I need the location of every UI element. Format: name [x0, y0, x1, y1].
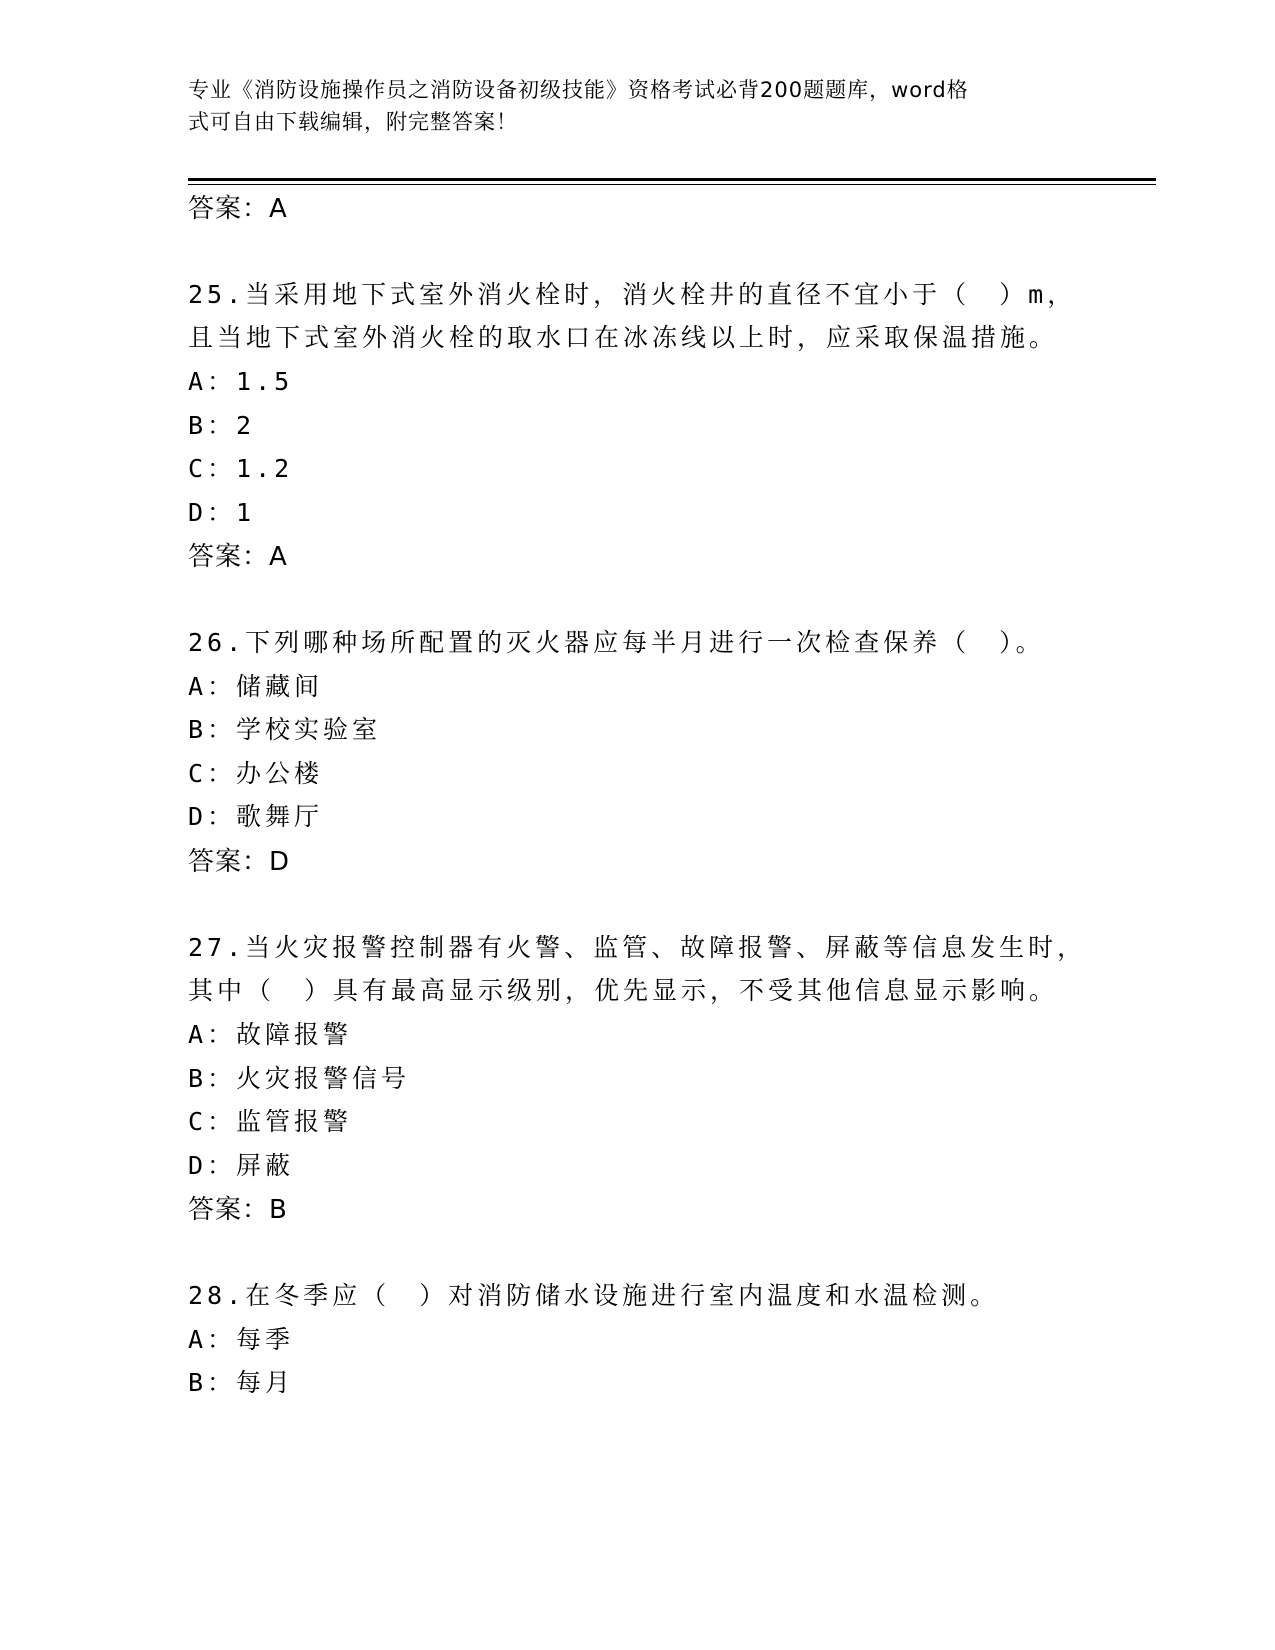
question-26-answer: 答案：D: [188, 847, 291, 877]
header-line-2: 式可自由下载编辑，附完整答案！: [188, 110, 518, 134]
document-header: [188, 74, 1088, 138]
question-26-option-c: C：办公楼: [188, 759, 324, 788]
question-27-stem-line-2: 其中（ ）具有最高显示级别，优先显示，不受其他信息显示影响。: [188, 976, 1059, 1005]
question-25-answer: 答案：A: [188, 542, 288, 572]
question-28-option-b: B：每月: [188, 1368, 295, 1397]
question-26-option-d: D：歌舞厅: [188, 802, 324, 831]
question-26-option-a: A：储藏间: [188, 672, 324, 701]
question-27-stem-line-1: 27.当火灾报警控制器有火警、监管、故障报警、屏蔽等信息发生时，: [188, 933, 1087, 962]
question-27-option-c: C：监管报警: [188, 1107, 353, 1136]
question-25-stem-line-2: 且当地下式室外消火栓的取水口在冰冻线以上时，应采取保温措施。: [188, 323, 1059, 352]
header-rule-thin: [188, 184, 1156, 185]
question-25-option-d: D：1: [188, 498, 256, 527]
question-25-option-b: B：2: [188, 411, 256, 440]
header-rule-thick: [188, 178, 1156, 181]
header-line-1: 专业《消防设施操作员之消防设备初级技能》资格考试必背200题题库，word格: [188, 78, 969, 102]
question-27-option-a: A：故障报警: [188, 1020, 353, 1049]
question-27-option-d: D：屏蔽: [188, 1151, 295, 1180]
question-26-stem-line-1: 26.下列哪种场所配置的灭火器应每半月进行一次检查保养（ ）。: [188, 628, 1045, 657]
question-28-stem-line-1: 28.在冬季应（ ）对消防储水设施进行室内温度和水温检测。: [188, 1281, 1000, 1310]
question-25-option-a: A：1.5: [188, 367, 294, 396]
question-27-answer: 答案：B: [188, 1195, 288, 1225]
question-25-stem-line-1: 25.当采用地下式室外消火栓时，消火栓井的直径不宜小于（ ）m，: [188, 280, 1077, 309]
previous-answer: 答案：A: [188, 194, 288, 224]
question-27-option-b: B：火灾报警信号: [188, 1064, 411, 1093]
question-25-option-c: C：1.2: [188, 454, 294, 483]
question-28-option-a: A：每季: [188, 1325, 295, 1354]
question-26-option-b: B：学校实验室: [188, 715, 382, 744]
